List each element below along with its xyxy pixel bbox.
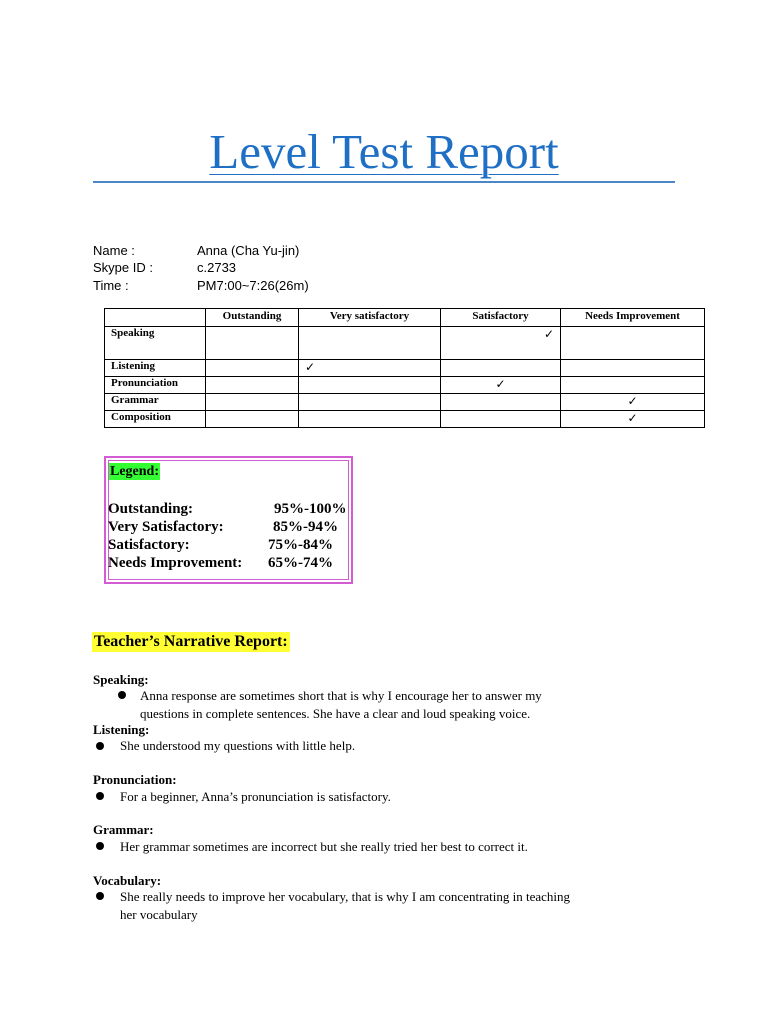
speaking-heading: Speaking: [93, 672, 149, 687]
page-title: Level Test Report [209, 124, 559, 179]
rating-cell-needs-improvement [561, 360, 705, 377]
rating-cell-satisfactory [441, 377, 561, 394]
skill-name: Listening [105, 360, 206, 377]
table-row [105, 327, 705, 360]
name-label: Name : [93, 243, 135, 258]
rating-cell-outstanding [206, 360, 299, 377]
checkmark-icon: ✓ [627, 394, 638, 408]
skype-id-label: Skype ID : [93, 260, 153, 275]
rating-cell-very-satisfactory [299, 411, 441, 428]
rating-cell-very-satisfactory [299, 377, 441, 394]
legend-needs-improvement-name: Needs Improvement: [108, 555, 243, 571]
header-skill [105, 309, 206, 327]
speaking-text-line-2: questions in complete sentences. She have a clear and loud speaking voice. [140, 706, 531, 721]
skype-id-value: c.2733 [197, 260, 237, 275]
legend-outstanding-name: Outstanding: [108, 501, 194, 517]
checkmark-icon: ✓ [543, 327, 554, 341]
vocabulary-text-line-1: She really needs to improve her vocabulary, that is why I am concentrating in teaching [120, 889, 571, 904]
rating-cell-very-satisfactory [299, 327, 441, 360]
listening-text: She understood my questions with little help. [120, 738, 356, 753]
rating-cell-outstanding [206, 377, 299, 394]
header-needs-improvement: Needs Improvement [561, 309, 705, 327]
grades-table [104, 308, 705, 428]
rating-cell-needs-improvement [561, 377, 705, 394]
bullet-icon [96, 842, 104, 850]
time-label: Time : [93, 278, 129, 293]
speaking-text-line-1: Anna response are sometimes short that is why I encourage her to answer my [140, 688, 542, 703]
table-row [105, 394, 705, 411]
checkmark-icon: ✓ [627, 411, 638, 425]
rating-cell-needs-improvement [561, 394, 705, 411]
bullet-icon [96, 892, 104, 900]
bullet-icon [118, 691, 126, 699]
legend-satisfactory-range: 75%-84% [268, 537, 333, 553]
rating-cell-outstanding [206, 411, 299, 428]
table-row [105, 360, 705, 377]
listening-heading: Listening: [93, 722, 150, 737]
rating-cell-needs-improvement [561, 327, 705, 360]
legend-needs-improvement-range: 65%-74% [268, 555, 333, 571]
bullet-icon [96, 792, 104, 800]
header-outstanding: Outstanding [206, 309, 299, 327]
rating-cell-satisfactory [441, 327, 561, 360]
rating-cell-satisfactory [441, 394, 561, 411]
legend-very-satisfactory-range: 85%-94% [273, 519, 338, 535]
rating-cell-very-satisfactory [299, 394, 441, 411]
table-row [105, 411, 705, 428]
rating-cell-very-satisfactory [299, 360, 441, 377]
legend-very-satisfactory-name: Very Satisfactory: [108, 519, 224, 535]
skill-name: Grammar [105, 394, 206, 411]
skill-name: Pronunciation [105, 377, 206, 394]
legend-satisfactory-name: Satisfactory: [108, 537, 190, 553]
legend-title: Legend: [110, 464, 159, 479]
table-row [105, 377, 705, 394]
rating-cell-outstanding [206, 327, 299, 360]
legend-outstanding-range: 95%-100% [274, 501, 347, 517]
title-divider [93, 181, 675, 183]
pronunciation-heading: Pronunciation: [93, 772, 177, 787]
bullet-icon [96, 742, 104, 750]
vocabulary-text-line-2: her vocabulary [120, 907, 198, 922]
rating-cell-needs-improvement [561, 411, 705, 428]
rating-cell-outstanding [206, 394, 299, 411]
rating-cell-satisfactory [441, 411, 561, 428]
grammar-heading: Grammar: [93, 822, 154, 837]
skill-name: Speaking [105, 327, 206, 360]
header-satisfactory: Satisfactory [441, 309, 561, 327]
grades-header-row [105, 309, 705, 327]
time-value: PM7:00~7:26(26m) [197, 278, 309, 293]
skill-name: Composition [105, 411, 206, 428]
checkmark-icon: ✓ [495, 377, 506, 391]
name-value: Anna (Cha Yu-jin) [197, 243, 300, 258]
pronunciation-text: For a beginner, Anna’s pronunciation is satisfactory. [120, 789, 391, 804]
vocabulary-heading: Vocabulary: [93, 873, 162, 888]
grammar-text: Her grammar sometimes are incorrect but she really tried her best to correct it. [120, 839, 528, 854]
narrative-title: Teacher’s Narrative Report: [94, 633, 288, 650]
checkmark-icon: ✓ [305, 360, 316, 374]
header-very-satisfactory: Very satisfactory [299, 309, 441, 327]
rating-cell-satisfactory [441, 360, 561, 377]
